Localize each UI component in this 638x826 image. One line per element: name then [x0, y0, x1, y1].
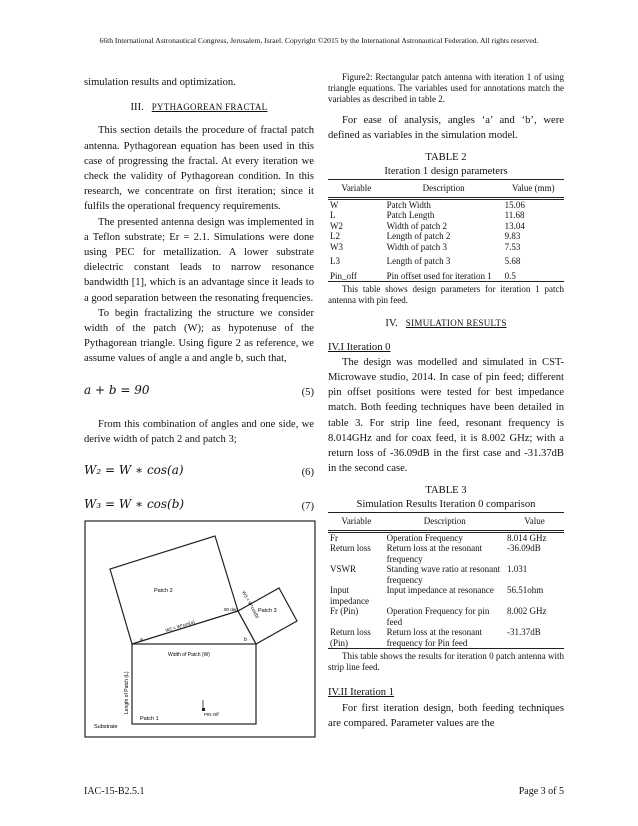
table-cell: 1.031: [506, 564, 528, 575]
table-row: [328, 252, 564, 267]
table-cell: Width of patch 3: [386, 241, 447, 252]
equation-7: [84, 497, 314, 517]
section-3-number: III.: [130, 102, 144, 114]
equation-6-text: W₂ = W ∗ cos(a): [84, 463, 184, 478]
table-cell: 13.04: [504, 220, 525, 231]
table-row: [328, 221, 564, 232]
intro-text: simulation results and optimization.: [84, 77, 236, 88]
table-cell: 9.83: [504, 231, 521, 242]
table-3-header: Variable: [341, 516, 372, 527]
table-cell: Length of patch 3: [386, 256, 451, 267]
width-label: Width of Patch (W): [168, 652, 210, 658]
table-cell: Return loss at the resonant frequency: [386, 543, 483, 564]
table-row: [328, 198, 564, 210]
table-row: [328, 267, 564, 282]
equation-7-text: W₃ = W ∗ cos(b): [84, 497, 185, 512]
table-cell: 8.002 GHz: [506, 606, 547, 617]
table-row: [328, 606, 564, 627]
equation-6: [84, 463, 314, 483]
table-cell: Return loss: [330, 543, 371, 554]
table-cell: 7.53: [504, 241, 521, 252]
paragraph-iter0: The design was modelled and simulated in CST-Microwave studio, 2014. In case of pin feed; different pin offset positions were tested for best impedance match. Both feeding techniques have been detailed in table 3. For strip line feed, resonant frequency is 8.014GHz and for coax feed, it is 8.002 GHz; with a return loss of -36.09dB in the first case and -31.37dB in the second case.: [328, 356, 564, 475]
table-cell: L3: [330, 256, 340, 267]
table-cell: W2: [330, 220, 343, 231]
right-column: [328, 72, 564, 731]
table-cell: Length of patch 2: [386, 231, 451, 242]
table-cell: Fr (Pin): [330, 606, 359, 617]
table-2-header: Description: [422, 183, 465, 194]
section-4-number: IV.: [385, 318, 398, 330]
table-row: [328, 564, 564, 585]
table-row: [328, 210, 564, 221]
table-cell: 0.5: [504, 270, 516, 281]
table-cell: W3: [330, 241, 343, 252]
w3-formula-label: W3 = W*cos(b): [241, 590, 261, 620]
table-cell: 15.06: [504, 199, 525, 210]
w2-formula-label: W2 = W*cos(a): [164, 619, 196, 633]
pin-off-label: PIN Off: [204, 712, 219, 717]
patch-2-label: Patch 2: [154, 588, 173, 594]
table-cell: 56.51ohm: [506, 585, 544, 596]
table-cell: VSWR: [330, 564, 357, 575]
table-cell: 8.014 GHz: [506, 532, 547, 543]
paragraph-iter1: For first iteration design, both feeding techniques are compared. Parameter values are the: [328, 702, 564, 729]
section-4-title: SIMULATION RESULTS: [405, 318, 507, 329]
figure-2-caption: Figure2: Rectangular patch antenna with iteration 1 of using triangle equations. The variables used for annotations match the variables as described in table 2.: [328, 72, 564, 104]
paragraph-ease: For ease of analysis, angles ‘a’ and ‘b’, were defined as variables in the simulation model.: [328, 115, 564, 142]
substrate-outline: [85, 521, 315, 737]
table-row: [328, 585, 564, 606]
table-cell: Fr: [330, 532, 339, 543]
table-row: [328, 627, 564, 649]
table-2-header: Variable: [341, 183, 372, 194]
equation-5-number: (5): [301, 386, 314, 398]
left-column: [84, 75, 314, 531]
table-3-title: TABLE 3: [425, 485, 467, 497]
length-label: Length of Patch (L): [124, 671, 130, 714]
table-cell: Width of patch 2: [386, 220, 447, 231]
table-cell: Operation Frequency: [386, 532, 463, 543]
equation-5-text: a + b = 90: [84, 382, 150, 397]
table-cell: Input impedance at resonance: [386, 585, 494, 596]
paragraph-derive: From this combination of angles and one side, we derive width of patch 2 and patch 3;: [84, 418, 314, 445]
paragraph-substrate: The presented antenna design was implemented in a Teflon substrate; Er = 2.1. Simulations were done using PEC for metallization. A lower substrate dielectric constant leads to narrow resonance bandwidth [1], which is an advantage since it leads to a good separation between the resonating frequencies.: [84, 216, 314, 304]
pin-marker: [202, 708, 205, 711]
table-row: [328, 531, 564, 543]
table-cell: Return loss (Pin): [330, 627, 371, 648]
table-3-header: Value: [524, 516, 545, 527]
subsection-iter0: IV.I Iteration 0: [328, 341, 391, 353]
section-3-heading: [84, 100, 314, 115]
table-cell: 5.68: [504, 256, 521, 267]
page-header: 66th International Astronautical Congress, Jerusalem, Israel. Copyright ©2015 by the International Astronautical Federation. All rights reserved.: [99, 36, 539, 45]
table-cell: Patch Width: [386, 199, 431, 210]
paragraph-fractal: This section details the procedure of fractal patch antenna. Pythagorean equation has been used in this case of progressing the fractal. At every iteration we check the validity of Pythagorean condition. In this research, we concentrate on first iteration; since it fulfils the operational frequency requirements.: [84, 125, 314, 213]
section-3-title: PYTHAGOREAN FRACTAL: [151, 102, 268, 113]
table-row: [328, 231, 564, 242]
table-cell: Patch Length: [386, 210, 435, 221]
subsection-iter1: IV.II Iteration 1: [328, 687, 394, 699]
table-row: [328, 543, 564, 564]
table-cell: -36.09dB: [506, 543, 541, 554]
patch-1-label: Patch 1: [140, 716, 159, 722]
paragraph-fractalizing: To begin fractalizing the structure we consider width of the patch (W); as hypotenuse of the Pythagorean triangle. Using figure 2 as reference, we assume values of angle a and angle b, such that,: [84, 307, 314, 365]
table-cell: 11.68: [504, 210, 525, 221]
angle-b-label: b: [244, 637, 247, 643]
equation-7-number: (7): [301, 501, 314, 513]
table-2-subtitle: Iteration 1 design parameters: [384, 166, 508, 178]
substrate-label: Substrate: [94, 724, 118, 730]
table-cell: Standing wave ratio at resonant frequency: [386, 564, 501, 585]
table-cell: W: [330, 199, 339, 210]
table-cell: Pin offset used for iteration 1: [386, 270, 492, 281]
table-cell: Operation Frequency for pin feed: [386, 606, 490, 627]
table-2-title: TABLE 2: [425, 152, 467, 164]
table-2-note: This table shows design parameters for iteration 1 patch antenna with pin feed.: [328, 284, 564, 306]
table-3-header: Description: [423, 516, 466, 527]
table-3-block: [328, 484, 564, 673]
table-cell: Return loss at the resonant frequency for Pin feed: [386, 627, 483, 648]
table-cell: Input impedance: [330, 585, 369, 606]
table-cell: L2: [330, 231, 340, 242]
table-3: [328, 512, 564, 649]
table-row: [328, 242, 564, 253]
table-3-note: This table shows the results for iteration 0 patch antenna with strip line feed.: [328, 651, 564, 673]
table-2: [328, 179, 564, 282]
table-cell: Pin_off: [330, 270, 357, 281]
equation-5: [84, 383, 314, 403]
table-2-block: [328, 151, 564, 306]
footer-page-number: Page 3 of 5: [518, 786, 564, 797]
table-cell: -31.37dB: [506, 627, 541, 638]
patch-3-label: Patch 3: [258, 608, 277, 614]
equation-6-number: (6): [301, 467, 314, 479]
angle-90-label: 90 deg: [224, 607, 238, 612]
table-cell: L: [330, 210, 336, 221]
angle-a-label: a: [140, 637, 143, 643]
table-2-header: Value (mm): [511, 183, 555, 194]
footer-paper-id: IAC-15-B2.5.1: [84, 786, 145, 797]
table-3-subtitle: Simulation Results Iteration 0 comparison: [356, 499, 536, 511]
section-4-heading: [328, 316, 564, 331]
figure-2-diagram: [84, 520, 316, 738]
